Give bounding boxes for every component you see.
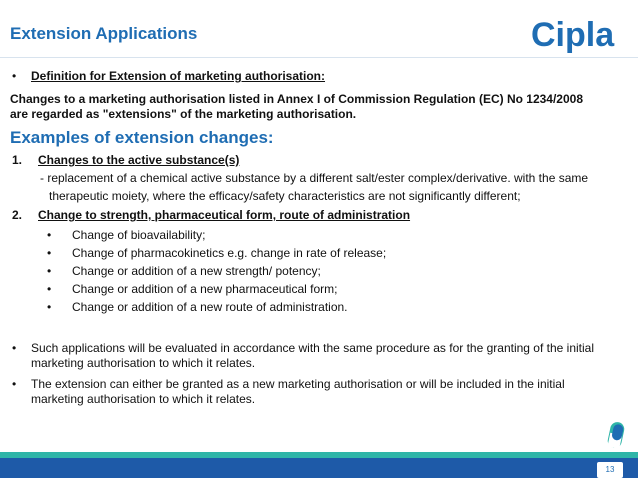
bullet-dot: •	[12, 341, 17, 355]
slide-title: Extension Applications	[10, 24, 198, 43]
item-2-bullet: Change of pharmacokinetics e.g. change in rate of release;	[72, 246, 387, 260]
item-2-heading: Change to strength, pharmaceutical form, route of administration	[38, 208, 411, 222]
examples-heading: Examples of extension changes:	[10, 128, 274, 147]
sub-bullet-dot: •	[47, 300, 52, 314]
bullet-dot: •	[12, 377, 17, 391]
cipla-logo	[529, 14, 621, 54]
sub-bullet-dot: •	[47, 282, 52, 296]
definition-heading: Definition for Extension of marketing authorisation:	[31, 69, 326, 83]
item-1-line-2: therapeutic moiety, where the efficacy/safety characteristics are not significantly different;	[49, 189, 521, 203]
item-1-line-1: - replacement of a chemical active substance by a different salt/ester complex/derivative. with the same	[40, 171, 589, 185]
item-1-heading: Changes to the active substance(s)	[38, 153, 240, 167]
header-divider	[0, 57, 638, 58]
capsule-icon	[600, 420, 632, 464]
sub-bullet-dot: •	[47, 228, 52, 242]
note-1-line-2: marketing authorisation to which it relates.	[31, 356, 256, 370]
note-2-line-2: marketing authorisation to which it relates.	[31, 392, 256, 406]
sub-bullet-dot: •	[47, 246, 52, 260]
item-1-number: 1.	[12, 153, 23, 167]
definition-line-1: Changes to a marketing authorisation listed in Annex I of Commission Regulation (EC) No 1234/2008	[10, 92, 583, 106]
note-1-line-1: Such applications will be evaluated in accordance with the same procedure as for the granting of the initial	[31, 341, 594, 355]
footer-blue-band	[0, 458, 638, 478]
sub-bullet-dot: •	[47, 264, 52, 278]
item-2-bullet: Change or addition of a new strength/ potency;	[72, 264, 321, 278]
logo-text: Cipla	[531, 16, 615, 54]
definition-line-2: are regarded as "extensions" of the marketing authorisation.	[10, 107, 357, 121]
page-number: 13	[597, 462, 623, 478]
item-2-bullet: Change or addition of a new pharmaceutical form;	[72, 282, 338, 296]
item-2-bullet: Change of bioavailability;	[72, 228, 206, 242]
bullet-dot: •	[12, 69, 17, 83]
item-2-number: 2.	[12, 208, 23, 222]
item-2-bullet: Change or addition of a new route of administration.	[72, 300, 348, 314]
note-2-line-1: The extension can either be granted as a new marketing authorisation or will be included in the initial	[31, 377, 565, 391]
